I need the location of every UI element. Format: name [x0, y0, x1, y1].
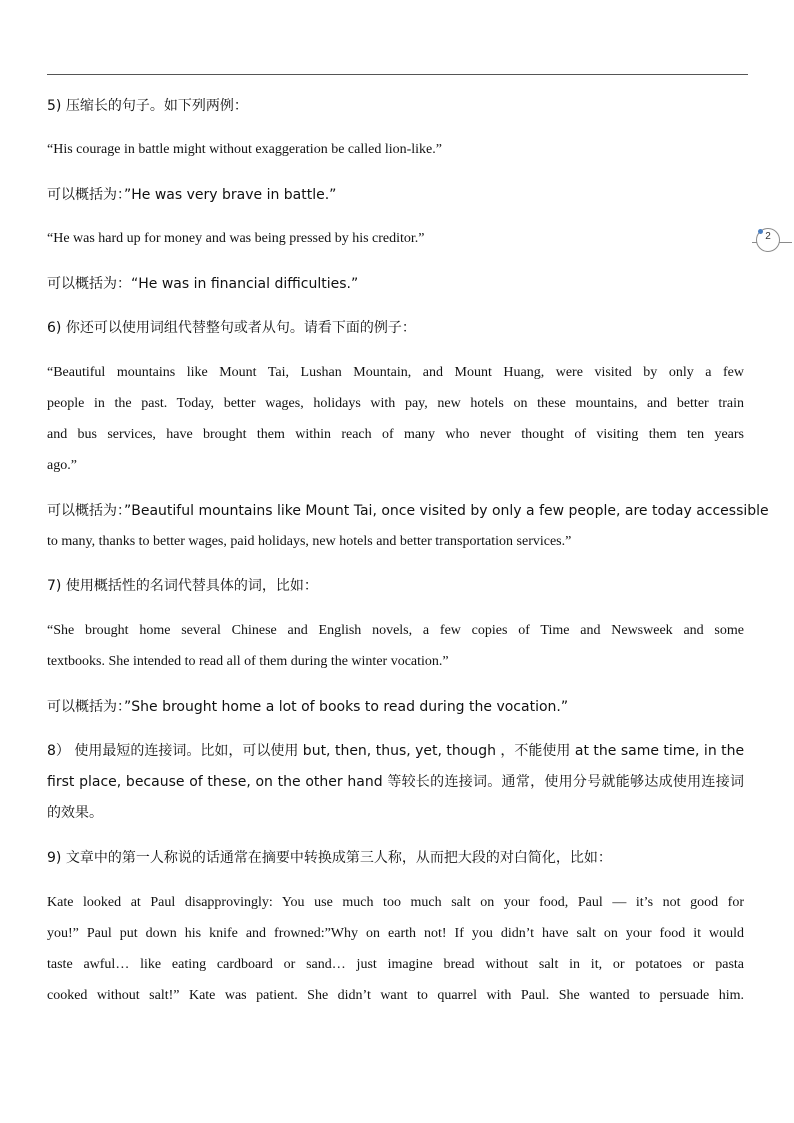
item-8-heading: 8） 使用最短的连接词。比如，可以使用 but, then, thus, yet, though ，不能使用 at the same time, in the	[47, 743, 745, 759]
paragraph-line: taste awful… like eating cardboard or sand… just imagine bread without salt in it, or potatoes or pasta	[47, 957, 744, 972]
item-9-heading: 9) 文章中的第一人称说的话通常在摘要中转换成第三人称，从而把大段的对白简化，比如：	[47, 850, 612, 866]
paragraph-line: “Beautiful mountains like Mount Tai, Lushan Mountain, and Mount Huang, were visited by only a few	[47, 365, 744, 380]
paragraph-line: cooked without salt!” Kate was patient. She didn’t want to quarrel with Paul. She wanted to persuade him.	[47, 988, 744, 1003]
example-quote-line: “His courage in battle might without exaggeration be called lion-like.”	[47, 142, 442, 157]
example-quote-line: “He was hard up for money and was being pressed by his creditor.”	[47, 231, 425, 246]
item-7-heading: 7) 使用概括性的名词代替具体的词，比如：	[47, 578, 318, 594]
summary-line: 可以概括为：“He was in financial difficulties.”	[47, 276, 359, 292]
paragraph-line: you!” Paul put down his knife and frowned:”Why on earth not! If you didn’t have salt on your food it would	[47, 926, 744, 941]
paragraph-line: and bus services, have brought them within reach of many who never thought of visiting them ten years	[47, 427, 744, 442]
summary-line: to many, thanks to better wages, paid holidays, new hotels and better transportation services.”	[47, 534, 572, 549]
paragraph-line: textbooks. She intended to read all of them during the winter vocation.”	[47, 654, 449, 669]
item-5-heading: 5) 压缩长的句子。如下列两例：	[47, 98, 248, 114]
paragraph-line: people in the past. Today, better wages, holidays with pay, new hotels on these mountains, and better train	[47, 396, 744, 411]
page-number: 2	[765, 231, 771, 242]
paragraph-line: ago.”	[47, 458, 77, 473]
paragraph-line: “She brought home several Chinese and English novels, a few copies of Time and Newsweek and some	[47, 623, 744, 638]
item-6-heading: 6) 你还可以使用词组代替整句或者从句。请看下面的例子：	[47, 320, 416, 336]
paragraph-line: first place, because of these, on the other hand 等较长的连接词。通常，使用分号就能够达成使用连接词	[47, 774, 744, 790]
paragraph-line: Kate looked at Paul disapprovingly: You use much too much salt on your food, Paul — it’s not good for	[47, 895, 744, 910]
page-number-marker	[756, 228, 780, 252]
summary-line: 可以概括为：”Beautiful mountains like Mount Tai, once visited by only a few people, are today accessible	[47, 503, 769, 519]
paragraph-line: 的效果。	[47, 805, 103, 821]
header-rule	[47, 74, 748, 75]
summary-line: 可以概括为：”He was very brave in battle.”	[47, 187, 337, 203]
summary-line: 可以概括为：”She brought home a lot of books to read during the vocation.”	[47, 699, 569, 715]
